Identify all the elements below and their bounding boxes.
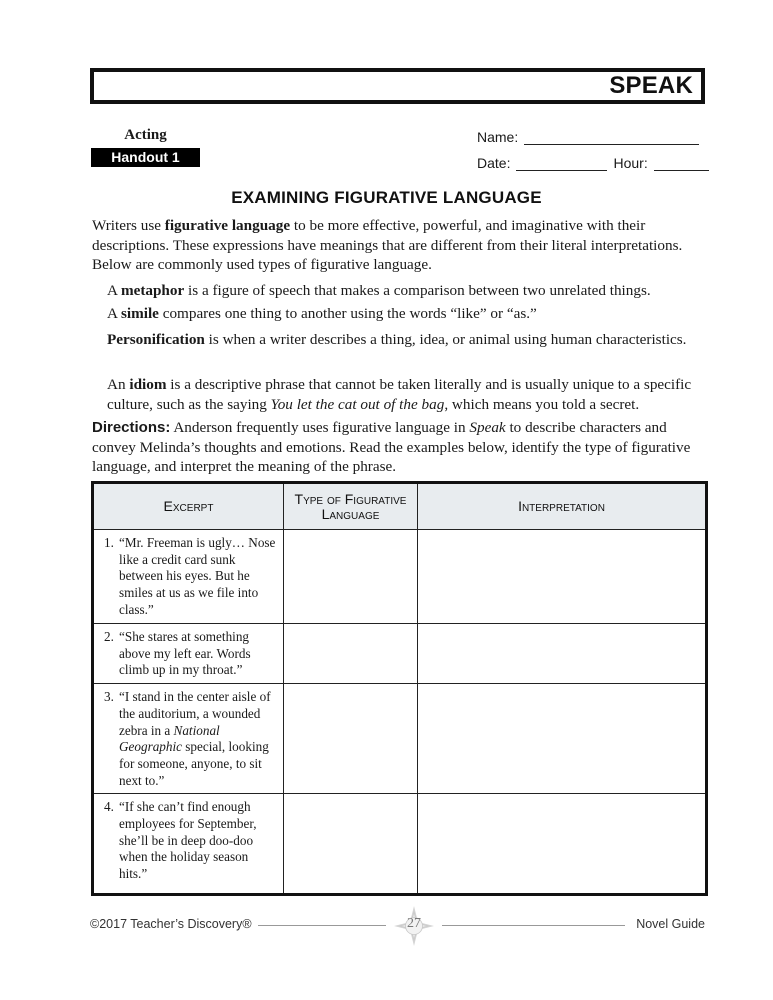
definition-personification: Personification is when a writer describes a thing, idea, or animal using human characteristics.	[107, 331, 687, 348]
header-interpretation: Interpretation	[418, 483, 707, 530]
copyright: ©2017 Teacher’s Discovery®	[90, 917, 252, 931]
date-hour-field	[477, 155, 709, 171]
definition-simile: A simile compares one thing to another using the words “like” or “as.”	[107, 305, 537, 322]
excerpt-cell: 2. “She stares at something above my left ear. Words climb up in my throat.”	[93, 624, 284, 684]
date-blank[interactable]	[516, 157, 607, 171]
definition-idiom: An idiom is a descriptive phrase that cannot be taken literally and is usually unique to a specific culture, such as the saying You let the cat out of the bag, which means you told a secret.	[107, 376, 692, 413]
page-footer	[90, 914, 705, 936]
hour-label: Hour:	[613, 155, 648, 171]
name-label: Name:	[477, 129, 519, 145]
interpretation-answer-cell[interactable]	[418, 530, 707, 624]
excerpt-cell: 3. “I stand in the center aisle of the auditorium, a wounded zebra in a National Geographic special, looking for someone, anyone, to sit next to.”	[93, 684, 284, 794]
name-blank[interactable]	[524, 131, 699, 145]
excerpt-cell: 1. “Mr. Freeman is ugly… Nose like a credit card sunk between his eyes. But he smiles at us as we file into class.”	[93, 530, 284, 624]
compass-star-icon	[394, 906, 434, 946]
table-row	[93, 794, 707, 895]
intro-term: figurative language	[164, 217, 291, 234]
interpretation-answer-cell[interactable]	[418, 684, 707, 794]
table-row	[93, 530, 707, 624]
table-row	[93, 624, 707, 684]
page-title: EXAMINING FIGURATIVE LANGUAGE	[231, 188, 542, 207]
directions-paragraph: Directions: Anderson frequently uses figurative language in Speak to describe characters and convey Melinda’s thoughts and emotions. Read the examples below, identify the type of figurative language, and interpret the meaning of the phrase.	[92, 419, 691, 475]
type-answer-cell[interactable]	[284, 530, 418, 624]
intro-paragraph: Writers use figurative language to be more effective, powerful, and imaginative with their descriptions. These expressions have meanings that are different from their literal interpretations. Below are commonly used types of figurative language.	[92, 217, 683, 273]
type-answer-cell[interactable]	[284, 794, 418, 895]
excerpt-cell: 4. “If she can’t find enough employees for September, she’ll be in deep doo-doo when the holiday season hits.”	[93, 794, 284, 895]
directions-label: Directions:	[92, 419, 171, 436]
interpretation-answer-cell[interactable]	[418, 624, 707, 684]
series-label: Novel Guide	[636, 917, 705, 931]
footer-rule-left	[258, 925, 386, 926]
type-answer-cell[interactable]	[284, 684, 418, 794]
date-label: Date:	[477, 155, 511, 171]
page-banner	[90, 68, 705, 104]
type-answer-cell[interactable]	[284, 624, 418, 684]
name-field	[477, 129, 699, 145]
page-number: 27	[407, 916, 421, 931]
handout-badge: Handout 1	[91, 148, 200, 167]
header-type: Type of Figurative Language	[284, 483, 418, 530]
header-excerpt: Excerpt	[93, 483, 284, 530]
definition-metaphor: A metaphor is a figure of speech that makes a comparison between two unrelated things.	[107, 282, 651, 299]
table-row	[93, 684, 707, 794]
table-header-row	[93, 483, 707, 530]
figurative-language-table	[91, 481, 708, 896]
interpretation-answer-cell[interactable]	[418, 794, 707, 895]
footer-rule-right	[442, 925, 625, 926]
unit-label: Acting	[124, 127, 167, 143]
hour-blank[interactable]	[654, 157, 709, 171]
book-title: SPEAK	[609, 72, 693, 99]
